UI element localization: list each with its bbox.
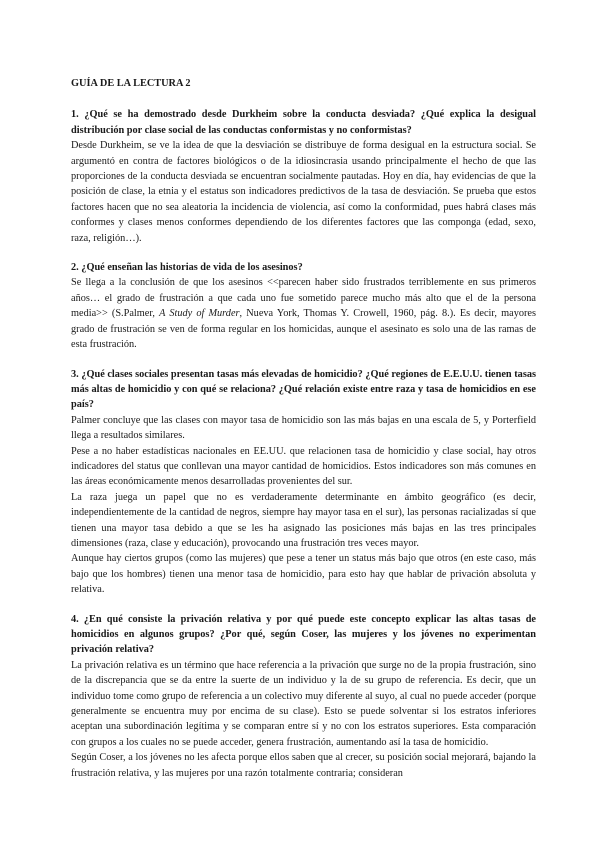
document-title: GUÍA DE LA LECTURA 2 [71, 78, 191, 89]
answer-4-paragraph-1: La privación relativa es un término que hace referencia a la privación que surge no de la propia frustración, sino de la discrepancia que se da entre la suerte de un individuo y la de su grupo de referencia. Es decir, que un individuo tome como grupo de referencia a un colectivo muy diferente al suyo, al cual no puede acceder (porque generalmente se encuentra muy por encima de su clase). Esto se puede solventar si los estratos inferiores aceptan una subordinación legítima y se comparan entre sí y no con los estratos superiores. Esta comparación con grupos a los cuales no se puede acceder, genera frustración, aumentando así la tasa de homicidio. [71, 659, 536, 748]
section-2 [71, 260, 536, 352]
answer-3-paragraph-1: Palmer concluye que las clases con mayor tasa de homicidio son las más bajas en una escala de 5, y Porterfield llega a resultados similares. [71, 414, 536, 442]
question-2: 2. ¿Qué enseñan las historias de vida de los asesinos? [71, 262, 303, 274]
section-3 [71, 367, 536, 598]
answer-3-paragraph-2: Pese a no haber estadísticas nacionales en EE.UU. que relacionen tasa de homicidio y clase social, hay otros indicadores del status que conllevan una mayor cantidad de homicidios. Estos indicadores son más comunes en las áreas económicamente menos desarrolladas provenientes del sur. [71, 445, 536, 488]
answer-2-book-title: A Study of Murder [159, 308, 240, 320]
question-4: 4. ¿En qué consiste la privación relativa y por qué puede este concepto explicar las altas tasas de homicidios en algunos grupos? ¿Por qué, según Coser, las mujeres y los jóvenes no experimentan privación relativa? [71, 613, 536, 656]
section-1 [71, 107, 536, 246]
section-4 [71, 612, 536, 781]
question-3: 3. ¿Qué clases sociales presentan tasas más elevadas de homicidio? ¿Qué regiones de E.E.U.U. tienen tasas más altas de homicidio y con qué se relaciona? ¿Qué relación existe entre raza y tasa de homicidios en ese país? [71, 368, 536, 411]
answer-3-paragraph-4: Aunque hay ciertos grupos (como las mujeres) que pese a tener un status más bajo que otros (en este caso, más bajo que los hombres) tienen una menor tasa de homicidio, para esto hay que hablar de privación absoluta y relativa. [71, 553, 536, 596]
answer-1-paragraph-1: Desde Durkheim, se ve la idea de que la desviación se distribuye de forma desigual en la estructura social. Se argumentó en contra de factores biológicos o de la idiosincrasia usando principalmente el hecho de que las proporciones de la conducta desviada se encuentran socialmente pautadas. Hoy en día, hay evidencias de que la posición de clase, la etnia y el estatus son indicadores predictivos de la tasa de desviación. Se prueba que estos factores hacen que no sea aleatoria la incidencia de violencia, así como la conformidad, pues habrá clases más conformes y clases menos conformes dependiendo de los diferentes factores que las componga (edad, sexo, raza, religión…). [71, 140, 536, 244]
answer-2-paragraph-1 [71, 275, 536, 352]
answer-2-text-after: , Nueva York, Thomas Y. Crowell, 1960, pág. 8.). Es decir, mayores grado de frustración se ven de forma regular en los homicidas, aunque el asesinato es solo una de las ramas de esta frustración. [71, 308, 536, 351]
answer-4-paragraph-2: Según Coser, a los jóvenes no les afecta porque ellos saben que al crecer, su posición social mejorará, bajando la frustración relativa, y las mujeres por una razón totalmente contraria; consideran [71, 752, 536, 779]
answer-3-paragraph-3: La raza juega un papel que no es verdaderamente determinante en ámbito geográfico (es decir, independientemente de la cantidad de negros, siempre hay mayor tasa en el sur), las personas racializadas sí que tienen una mayor tasa debido a que se les ha asignado las posiciones más bajas en las tres principales dimensiones (raza, clase y educación), provocando una frustración tres veces mayor. [71, 491, 536, 549]
question-1: 1. ¿Qué se ha demostrado desde Durkheim sobre la conducta desviada? ¿Qué explica la desigual distribución por clase social de las conductas conformistas y no conformistas? [71, 109, 536, 136]
answer-2-text-before: Se llega a la conclusión de que los asesinos <<parecen haber sido frustrados terriblemente en sus primeros años… el grado de frustración a que cada uno fue sometido parece mucho más alto que el de la persona media>> (S.Palmer, [71, 277, 536, 320]
